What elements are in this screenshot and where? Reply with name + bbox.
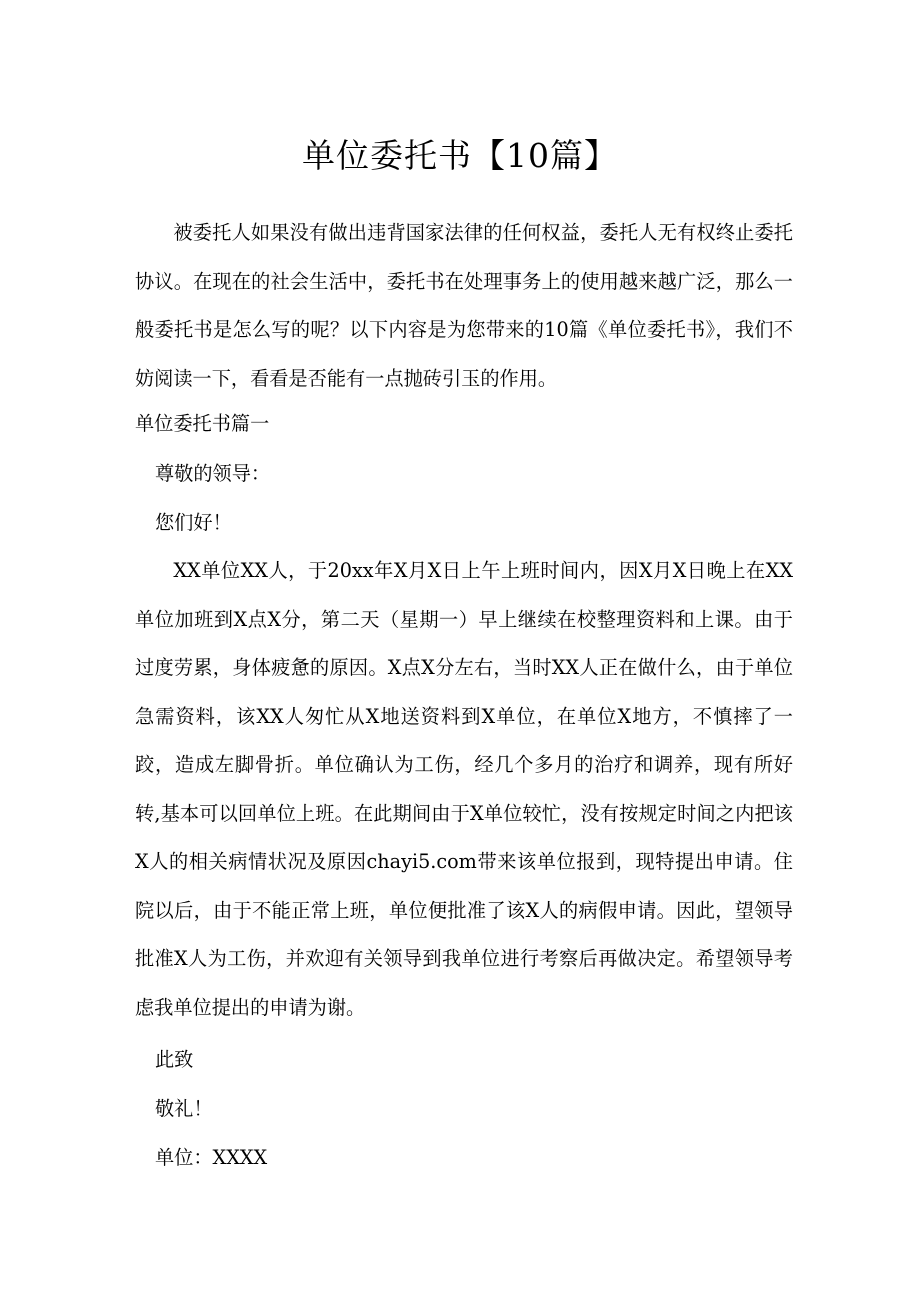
body-paragraph: XX单位XX人，于20xx年X月X日上午上班时间内，因X月X日晚上在XX单位加班到X点X分，第二天（星期一）早上继续在校整理资料和上课。由于过度劳累，身体疲惫的原因。X点X分左右，当时XX人正在做什么，由于单位急需资料，该XX人匆忙从X地送资料到X单位，在单位X地方，不慎摔了一跤，造成左脚骨折。单位确认为工伤，经几个多月的治疗和调养，现有所好转,基本可以回单位上班。在此期间由于X单位较忙，没有按规定时间之内把该X人的相关病情状况及原因chayi5.com带来该单位报到，现特提出申请。住院以后，由于不能正常上班，单位便批准了该X人的病假申请。因此，望领导批准X人为工伤，并欢迎有关领导到我单位进行考察后再做决定。希望领导考虑我单位提出的申请为谢。 [135, 559, 793, 1019]
signature-line: 单位：XXXX [155, 1146, 268, 1169]
document-title: 单位委托书【10篇】 [302, 136, 618, 175]
intro-paragraph: 被委托人如果没有做出违背国家法律的任何权益，委托人无有权终止委托协议。在现在的社会生活中，委托书在处理事务上的使用越来越广泛，那么一般委托书是怎么写的呢？以下内容是为您带来的10篇《单位委托书》，我们不妨阅读一下，看看是否能有一点抛砖引玉的作用。 [135, 221, 793, 390]
section-heading: 单位委托书篇一 [135, 412, 270, 435]
greeting: 您们好！ [155, 511, 232, 534]
closing-line-1: 此致 [155, 1048, 194, 1071]
closing-line-2: 敬礼！ [155, 1097, 213, 1120]
salutation: 尊敬的领导： [155, 462, 271, 485]
